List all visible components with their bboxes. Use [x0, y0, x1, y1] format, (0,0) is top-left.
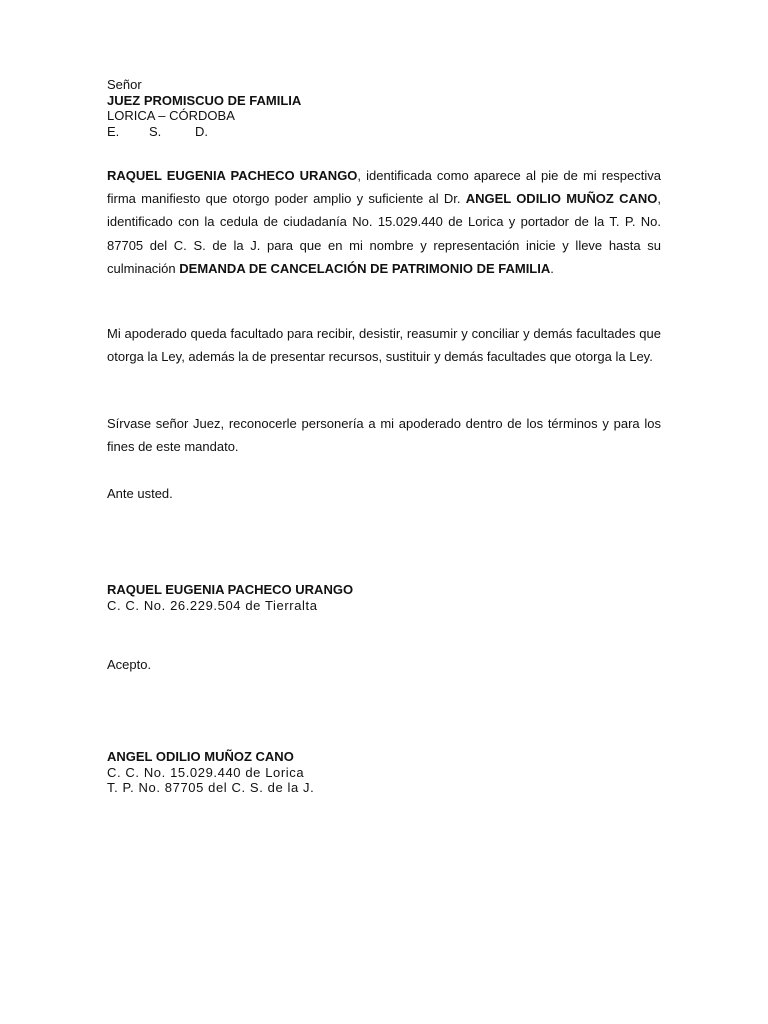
acceptance: Acepto. — [107, 657, 152, 672]
esd-e: E. — [107, 123, 120, 139]
grantor-id-line: C. C. No. 26.229.504 de Tierralta — [107, 597, 318, 613]
grantor-signature-name: RAQUEL EUGENIA PACHECO URANGO — [107, 582, 354, 597]
grantor-signature-block — [107, 582, 353, 613]
grantor-name: RAQUEL EUGENIA PACHECO URANGO — [107, 168, 358, 183]
attorney-name: ANGEL ODILIO MUÑOZ CANO — [465, 191, 658, 207]
attorney-tp-line: T. P. No. 87705 del C. S. de la J. — [107, 780, 315, 795]
letter-header — [107, 77, 301, 139]
esd-line — [107, 124, 301, 140]
power-grant-paragraph — [107, 164, 661, 280]
paragraph1-text-a: , identificada como aparece al pie de mi respectiva firma manifiesto que otorgo poder amplio y suficiente al Dr. — [107, 168, 661, 207]
paragraph1-text-b: , identificado con la cedula de ciudadanía No. 15.029.440 de Lorica y portador de la T. P. No. 87705 del C. S. de la J. para que en mi nombre y representación inicie y lleve hasta su culminación — [107, 191, 661, 276]
location: LORICA – CÓRDOBA — [107, 108, 235, 123]
attorney-signature-name: ANGEL ODILIO MUÑOZ CANO — [107, 749, 294, 764]
esd-s: S. — [149, 123, 162, 139]
request-paragraph: Sírvase señor Juez, reconocerle personería a mi apoderado dentro de los términos y para los fines de este mandato. — [107, 416, 661, 455]
closing: Ante usted. — [107, 486, 173, 501]
paragraph1-text-c: . — [550, 260, 554, 276]
faculties-paragraph: Mi apoderado queda facultado para recibir, desistir, reasumir y conciliar y demás facultades que otorga la Ley, además la de presentar recursos, sustituir y demás facultades que otorga la Ley. — [107, 326, 661, 365]
claim-title: DEMANDA DE CANCELACIÓN DE PATRIMONIO DE FAMILIA — [179, 260, 551, 276]
esd-d: D. — [195, 123, 208, 139]
attorney-id-line: C. C. No. 15.029.440 de Lorica — [107, 764, 305, 780]
recipient: JUEZ PROMISCUO DE FAMILIA — [107, 92, 302, 108]
salutation: Señor — [107, 77, 142, 92]
attorney-signature-block — [107, 749, 314, 796]
